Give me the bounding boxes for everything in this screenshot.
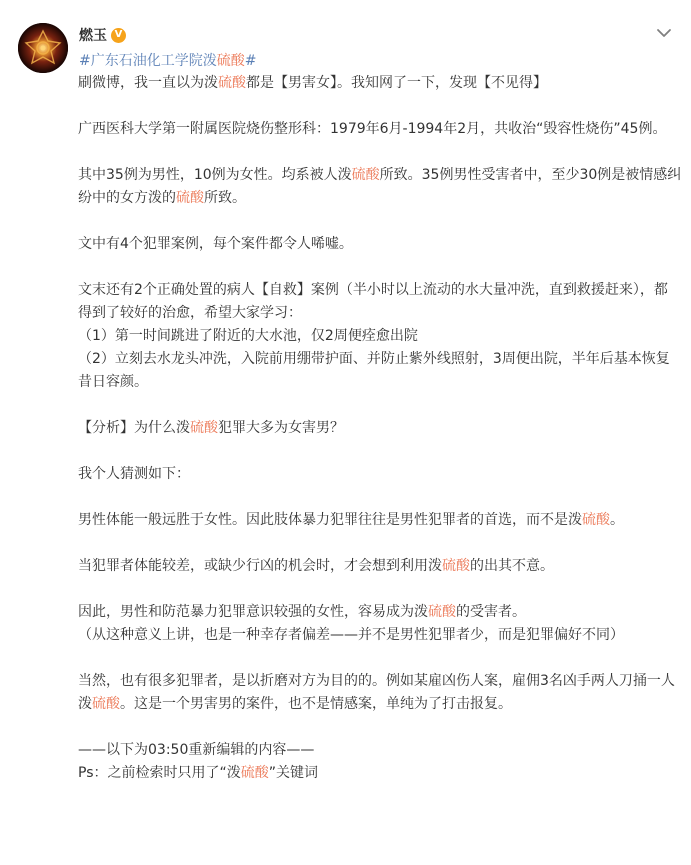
content-text: （从这种意义上讲，也是一种幸存者偏差——并不是男性犯罪者少，而是犯罪偏好不同） bbox=[78, 627, 624, 643]
author-name-text[interactable]: 燃玉 bbox=[79, 28, 107, 44]
content-line bbox=[78, 601, 682, 624]
content-text: 刷微博，我一直以为泼 bbox=[78, 75, 218, 91]
content-line bbox=[78, 279, 682, 302]
paragraph-gap bbox=[78, 486, 682, 509]
content-text: Ps：之前检索时只用了“泼 bbox=[78, 765, 241, 781]
content-text: ”关键词 bbox=[268, 765, 319, 781]
content-line bbox=[78, 187, 682, 210]
content-text: 都是【男害女】。我知网了一下，发现【不见得】 bbox=[246, 75, 547, 91]
paragraph-gap bbox=[78, 578, 682, 601]
keyword-highlight: 硫酸 bbox=[218, 75, 246, 91]
content-text: 当犯罪者体能较差，或缺少行凶的机会时，才会想到利用泼 bbox=[78, 558, 442, 574]
content-text: 【分析】为什么泼 bbox=[78, 420, 190, 436]
content-text: 的出其不意。 bbox=[470, 558, 554, 574]
content-text: 因此，男性和防范暴力犯罪意识较强的女性，容易成为泼 bbox=[78, 604, 428, 620]
author-name[interactable] bbox=[79, 25, 126, 45]
content-text: 文中有4个犯罪案例，每个案件都令人唏嘘。 bbox=[78, 236, 353, 252]
content-line bbox=[78, 417, 682, 440]
content-line bbox=[78, 348, 682, 371]
chevron-down-icon[interactable] bbox=[655, 26, 673, 40]
content-line bbox=[78, 555, 682, 578]
keyword-highlight: 硫酸 bbox=[351, 167, 380, 183]
content-text: 所致。 bbox=[204, 190, 246, 206]
content-text: 得到了较好的治愈，希望大家学习： bbox=[78, 305, 302, 321]
content-line bbox=[78, 325, 682, 348]
content-text: 所致。35例男性受害者中，至少30例是被情感纠 bbox=[379, 167, 682, 183]
keyword-highlight: 硫酸 bbox=[176, 190, 204, 206]
paragraph-gap bbox=[78, 141, 682, 164]
content-line bbox=[78, 118, 682, 141]
paragraph-gap bbox=[78, 210, 682, 233]
paragraph-gap bbox=[78, 394, 682, 417]
keyword-highlight: 硫酸 bbox=[582, 512, 610, 528]
content-line bbox=[78, 233, 682, 256]
content-line bbox=[78, 371, 682, 394]
content-text: 纷中的女方泼的 bbox=[78, 190, 176, 206]
paragraph-gap bbox=[78, 256, 682, 279]
content-text: （1）第一时间跳进了附近的大水池，仅2周便痊愈出院 bbox=[78, 328, 418, 344]
avatar-image bbox=[18, 23, 68, 73]
content-text: 男性体能一般远胜于女性。因此肢体暴力犯罪往往是男性犯罪者的首选，而不是泼 bbox=[78, 512, 582, 528]
content-text: 广西医科大学第一附属医院烧伤整形科：1979年6月-1994年2月，共收治“毁容性烧伤”45例。 bbox=[78, 121, 667, 137]
content-text: 昔日容颜。 bbox=[78, 374, 148, 390]
content-text: （2）立刻去水龙头冲洗，入院前用绷带护面、并防止紫外线照射，3周便出院，半年后基本恢复 bbox=[78, 351, 670, 367]
content-text: 其中35例为男性，10例为女性。均系被人泼 bbox=[78, 167, 352, 183]
keyword-highlight: 硫酸 bbox=[442, 558, 470, 574]
topic-suffix[interactable]: # bbox=[244, 53, 257, 69]
content-text: 当然，也有很多犯罪者，是以折磨对方为目的的。例如某雇凶伤人案，雇佣3名凶手两人刀捅一人 bbox=[78, 673, 675, 689]
paragraph-gap bbox=[78, 716, 682, 739]
content-text: 泼 bbox=[78, 696, 92, 712]
content-text: 。 bbox=[610, 512, 624, 528]
verified-v-icon: V bbox=[111, 28, 126, 43]
keyword-highlight: 硫酸 bbox=[428, 604, 456, 620]
avatar[interactable] bbox=[18, 23, 68, 73]
topic-keyword[interactable]: 硫酸 bbox=[216, 53, 245, 69]
topic-link[interactable] bbox=[79, 50, 256, 70]
content-text: 文末还有2个正确处置的病人【自救】案例（半小时以上流动的水大量冲洗，直到救援赶来），都 bbox=[78, 282, 668, 298]
content-line bbox=[78, 509, 682, 532]
content-text: 的受害者。 bbox=[456, 604, 526, 620]
content-line bbox=[78, 693, 682, 716]
content-line bbox=[78, 624, 682, 647]
keyword-highlight: 硫酸 bbox=[190, 420, 218, 436]
content-line bbox=[78, 72, 682, 95]
content-text: ——以下为03:50重新编辑的内容—— bbox=[78, 742, 315, 758]
content-text: 犯罪大多为女害男？ bbox=[218, 420, 344, 436]
content-line bbox=[78, 164, 682, 187]
content-line bbox=[78, 739, 682, 762]
content-line bbox=[78, 302, 682, 325]
content-text: 。这是一个男害男的案件，也不是情感案，单纯为了打击报复。 bbox=[120, 696, 512, 712]
paragraph-gap bbox=[78, 647, 682, 670]
content-line bbox=[78, 670, 682, 693]
keyword-highlight: 硫酸 bbox=[92, 696, 120, 712]
paragraph-gap bbox=[78, 532, 682, 555]
post-content bbox=[78, 72, 682, 785]
content-line bbox=[78, 762, 682, 785]
keyword-highlight: 硫酸 bbox=[240, 765, 269, 781]
paragraph-gap bbox=[78, 440, 682, 463]
topic-prefix[interactable]: #广东石油化工学院泼 bbox=[79, 53, 217, 69]
content-line bbox=[78, 463, 682, 486]
content-text: 我个人猜测如下： bbox=[78, 466, 190, 482]
paragraph-gap bbox=[78, 95, 682, 118]
